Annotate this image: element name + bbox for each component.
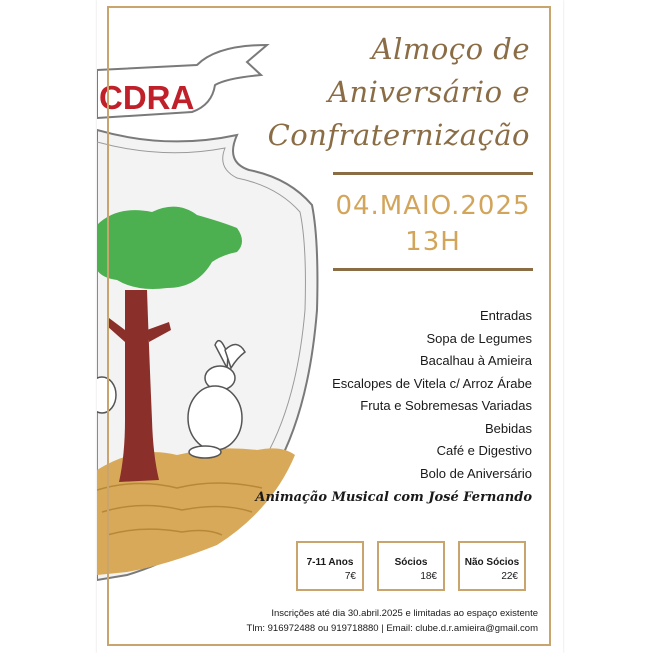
title-line-2: Aniversário e: [328, 75, 530, 109]
event-date: 04.MAIO.2025: [335, 191, 531, 221]
menu-item: Bolo de Aniversário: [419, 465, 532, 481]
poster-sheet: [97, 0, 563, 653]
price-box-children: [296, 541, 364, 591]
menu-list: [332, 305, 532, 485]
title-line-3: Confraternização: [267, 118, 530, 152]
price-label: 7-11 Anos: [306, 557, 354, 568]
registration-note: Inscrições até dia 30.abril.2025 e limitadas ao espaço existente: [271, 608, 538, 619]
price-value: 18€: [420, 571, 437, 582]
price-box-members: [377, 541, 445, 591]
menu-item: Sopa de Legumes: [426, 330, 532, 346]
divider-bottom: [333, 268, 533, 271]
price-box-non-members: [458, 541, 526, 591]
event-datetime: [333, 188, 533, 260]
title-line-1: Almoço de: [371, 32, 530, 66]
banner-text: CDRA: [99, 79, 195, 116]
divider-top: [333, 172, 533, 175]
price-value: 22€: [501, 571, 518, 582]
price-value: 7€: [344, 571, 356, 582]
menu-item: Café e Digestivo: [436, 443, 532, 458]
contact-info: Tlm: 916972488 ou 919718880 | Email: clube.d.r.amieira@gmail.com: [246, 623, 538, 634]
menu-item: Escalopes de Vitela c/ Arroz Árabe: [332, 375, 532, 391]
price-label: Sócios: [394, 557, 428, 568]
price-label: Não Sócios: [464, 557, 520, 568]
footer-info: [247, 606, 538, 636]
event-title: [268, 28, 530, 157]
menu-item: Entradas: [479, 308, 532, 323]
event-time: 13H: [405, 227, 461, 257]
music-announcement: Animação Musical com José Fernando: [255, 490, 532, 505]
menu-item: Bebidas: [485, 420, 532, 436]
menu-item: Bacalhau à Amieira: [419, 353, 532, 368]
menu-item: Fruta e Sobremesas Variadas: [360, 398, 532, 413]
